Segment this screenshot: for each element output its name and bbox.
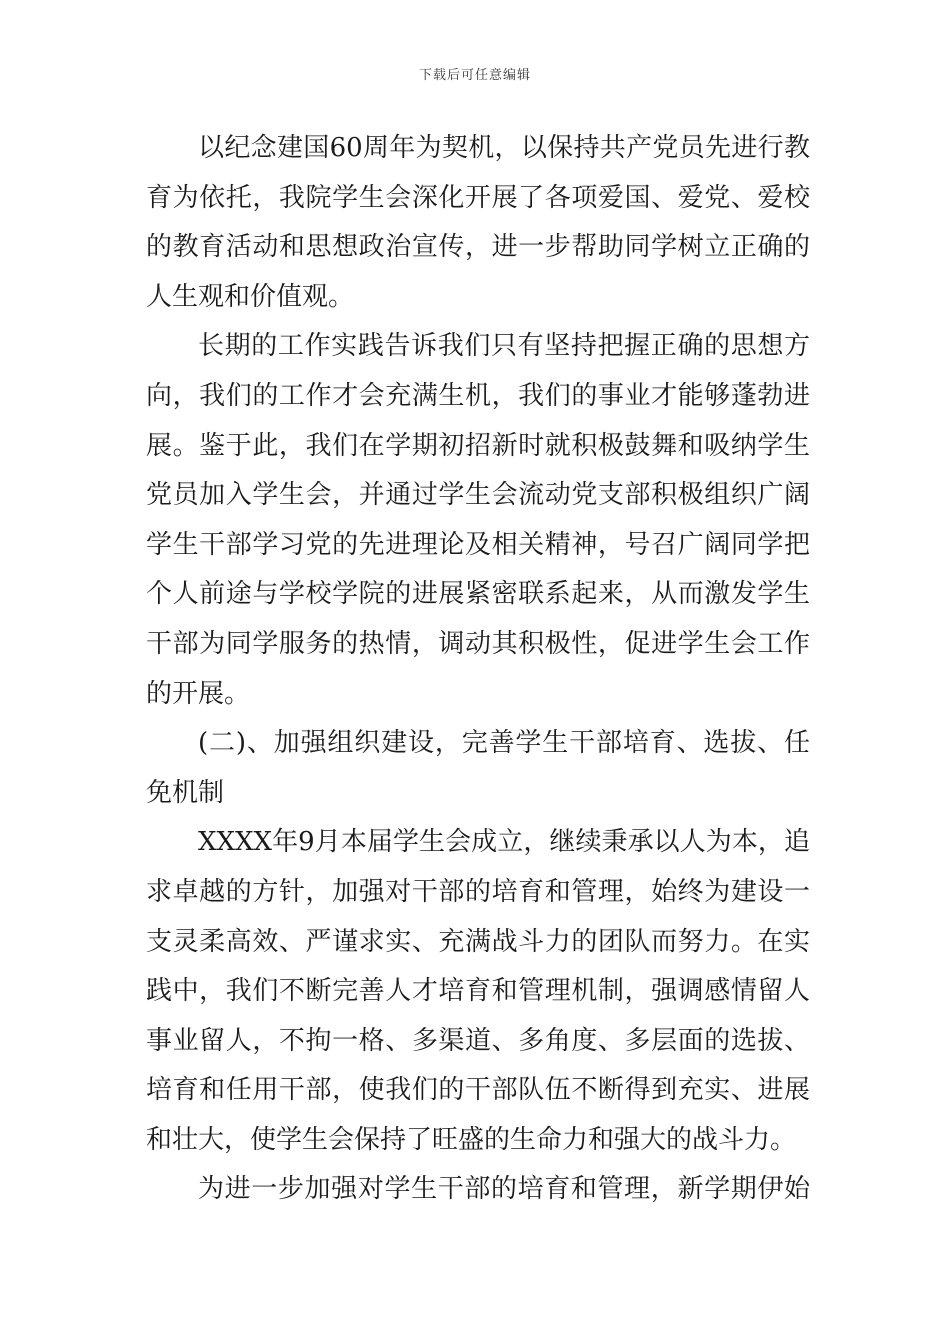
page-header: 下载后可任意编辑 <box>418 68 531 83</box>
paragraph-2-line-4: 党员加入学生会，并通过学生会流动党支部积极组织广阔 <box>146 480 810 511</box>
paragraph-3-line-6: 培育和任用干部，使我们的干部队伍不断得到充实、进展 <box>146 1075 810 1106</box>
paragraph-3-line-3: 支灵柔高效、严谨求实、充满战斗力的团队而努力。在实 <box>146 926 810 957</box>
paragraph-1-line-3: 的教育活动和思想政治宣传，进一步帮助同学树立正确的 <box>146 232 810 263</box>
paragraph-4-line-1: 为进一步加强对学生干部的培育和管理，新学期伊始 <box>198 1174 810 1205</box>
paragraph-1-line-1: 以纪念建国60周年为契机，以保持共产党员先进行教 <box>198 133 810 163</box>
paragraph-2-line-5: 学生干部学习党的先进理论及相关精神，号召广阔同学把 <box>146 529 810 560</box>
paragraph-3-line-2: 求卓越的方针，加强对干部的培育和管理，始终为建设一 <box>146 876 810 907</box>
paragraph-2-line-6: 个人前途与学校学院的进展紧密联系起来，从而激发学生 <box>146 579 810 610</box>
document-body <box>146 124 810 1215</box>
paragraph-2-line-2: 向，我们的工作才会充满生机，我们的事业才能够蓬勃进 <box>146 380 810 411</box>
paragraph-3-line-4: 践中，我们不断完善人才培育和管理机制，强调感情留人 <box>146 976 810 1007</box>
paragraph-3-line-5: 事业留人，不拘一格、多渠道、多角度、多层面的选拔、 <box>146 1025 810 1056</box>
section-heading-line-2: 免机制 <box>146 777 225 808</box>
paragraph-3-line-7: 和壮大，使学生会保持了旺盛的生命力和强大的战斗力。 <box>146 1124 797 1155</box>
paragraph-2-line-3: 展。鉴于此，我们在学期初招新时就积极鼓舞和吸纳学生 <box>146 430 810 461</box>
paragraph-2-line-1: 长期的工作实践告诉我们只有坚持把握正确的思想方 <box>198 331 810 362</box>
paragraph-2-line-8: 的开展。 <box>146 678 251 709</box>
paragraph-3-line-1: XXXX年9月本届学生会成立，继续秉承以人为本，追 <box>198 827 810 858</box>
paragraph-1-line-4: 人生观和价值观。 <box>146 281 355 312</box>
paragraph-1-line-2: 育为依托，我院学生会深化开展了各项爱国、爱党、爱校 <box>146 182 810 213</box>
section-heading-line-1: (二)、加强组织建设，完善学生干部培育、选拔、任 <box>198 728 810 759</box>
paragraph-2-line-7: 干部为同学服务的热情，调动其积极性，促进学生会工作 <box>146 628 810 659</box>
